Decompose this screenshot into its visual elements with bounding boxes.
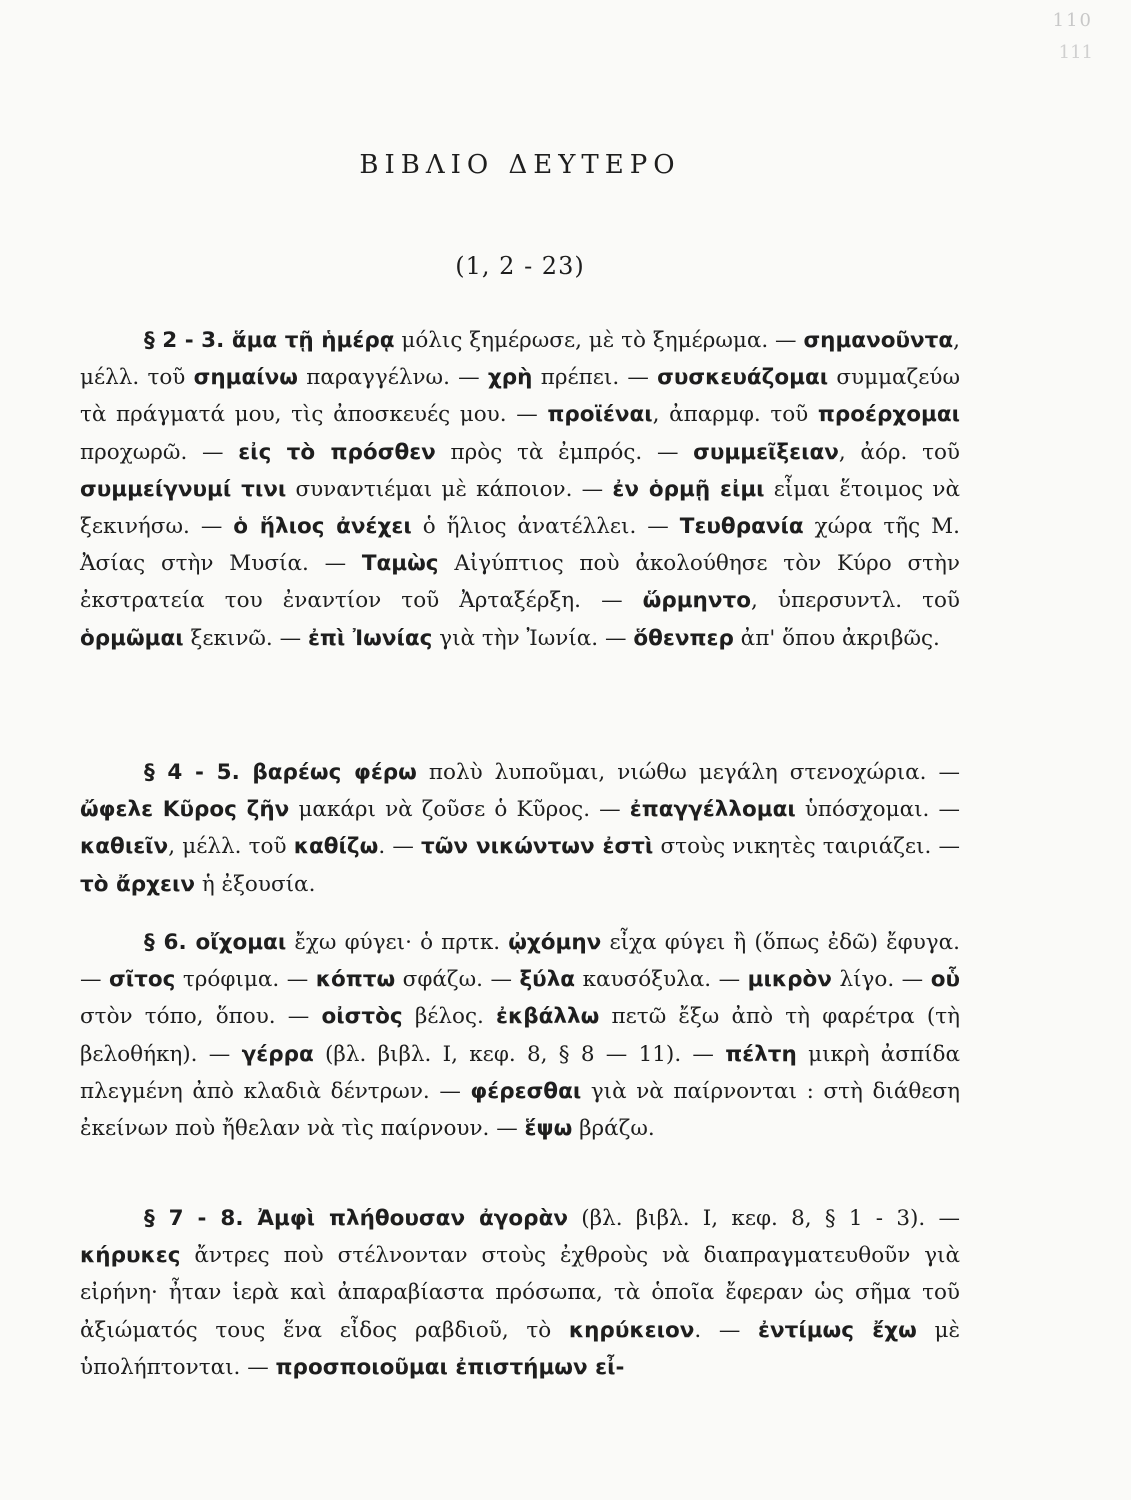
definition-text: (βλ. βιβλ. Ι, κεφ. 8, § 1 - 3). —: [568, 1206, 960, 1231]
definition-text: εἶμαι ἕτοιμος νὰ ξεκινήσω. —: [80, 476, 960, 540]
term: Τευθρανία: [679, 514, 804, 540]
paragraph-1: [80, 322, 960, 657]
term: ὁρμῶμαι: [80, 625, 184, 651]
term: κόπτω: [315, 967, 396, 993]
term: μικρὸν: [747, 967, 832, 993]
definition-text: . —: [694, 1317, 759, 1343]
definition-text: στοὺς νικητὲς ταιριάζει. —: [653, 834, 960, 860]
definition-text: πετῶ ἔξω ἀπὸ τὴ φαρέτρα (τὴ βελοθήκη). —: [80, 1004, 960, 1067]
term: ἐντίμως ἔχω: [758, 1317, 917, 1343]
definition-text: ξεκινῶ. —: [183, 625, 308, 651]
term: ἐκβάλλω: [496, 1004, 600, 1030]
book-title: ΒΙΒΛΙΟ ΔΕΥΤΕΡΟ: [359, 150, 681, 180]
definition-text: πρέπει. —: [532, 365, 658, 391]
term: προέρχομαι: [817, 402, 960, 428]
definition-text: μόλις ξημέρωσε, μὲ τὸ ξημέρωμα. —: [394, 328, 804, 353]
paragraph-4: [80, 1200, 960, 1386]
term: καθιεῖν: [80, 834, 169, 860]
term: § 4 - 5. βαρέως φέρω: [144, 760, 417, 785]
definition-text: , ὑπερσυντλ. τοῦ: [750, 588, 960, 614]
term: οὗ: [930, 967, 960, 993]
term: συσκευάζομαι: [657, 365, 829, 391]
term: συμμεῖξειαν: [693, 439, 839, 465]
term: πέλτη: [725, 1041, 797, 1067]
definition-text: (βλ. βιβλ. Ι, κεφ. 8, § 8 — 11). —: [313, 1041, 726, 1067]
definition-text: μακάρι νὰ ζοῦσε ὁ Κῦρος. —: [289, 797, 630, 823]
definition-text: ὑπόσχομαι. —: [795, 797, 960, 823]
term: οἰστὸς: [321, 1004, 403, 1030]
definition-text: συναντιέμαι μὲ κάποιον. —: [286, 476, 613, 502]
definition-text: λίγο. —: [831, 967, 931, 993]
term: ἕψω: [524, 1116, 573, 1142]
definition-text: , ἀόρ. τοῦ: [838, 439, 960, 465]
term: εἰς τὸ πρόσθεν: [238, 439, 436, 465]
term: ἐπαγγέλλομαι: [629, 797, 796, 823]
term: § 7 - 8. Ἀμφὶ πλήθουσαν ἀγορὰν: [144, 1206, 568, 1231]
definition-text: γιὰ τὴν Ἰωνία. —: [432, 625, 634, 651]
term: χρὴ: [487, 365, 533, 391]
definition-text: καυσόξυλα. —: [575, 967, 748, 993]
definition-text: ἔχω φύγει· ὁ πρτκ.: [286, 930, 509, 955]
definition-text: , μέλλ. τοῦ: [168, 834, 294, 860]
definition-text: . —: [378, 834, 422, 860]
term: συμμείγνυμί τινι: [80, 476, 287, 502]
bleed-mark: 111: [1058, 42, 1093, 63]
term: ὤφελε Κῦρος ζῆν: [80, 797, 290, 823]
term: τῶν νικώντων ἐστὶ: [421, 834, 654, 860]
definition-text: ἀπ' ὅπου ἀκριβῶς.: [733, 625, 940, 651]
term: ξύλα: [519, 967, 576, 993]
definition-text: βέλος.: [402, 1004, 497, 1030]
term: σῖτος: [109, 967, 176, 993]
definition-text: πολὺ λυποῦμαι, νιώθω μεγάλη στενοχώρια. —: [416, 760, 960, 785]
term: ὁ ἥλιος ἀνέχει: [233, 514, 412, 540]
term: κήρυκες: [80, 1243, 181, 1269]
section-reference: (1, 2 - 23): [455, 252, 585, 280]
term: ἐν ὁρμῇ εἰμι: [612, 476, 765, 502]
definition-text: χώρα τῆς Μ. Ἀσίας στὴν Μυσία. —: [80, 514, 960, 577]
term: προσποιοῦμαι ἐπιστήμων εἶ-: [275, 1354, 625, 1380]
term: § 2 - 3. ἅμα τῇ ἡμέρᾳ: [144, 328, 395, 353]
definition-text: παραγγέλνω. —: [297, 365, 488, 391]
term: γέρρα: [241, 1041, 314, 1067]
term: ὅθενπερ: [633, 625, 734, 651]
definition-text: βράζω.: [572, 1116, 655, 1142]
term: ὥρμηντο: [642, 588, 751, 614]
definition-text: , ἀπαρμφ. τοῦ: [652, 402, 818, 428]
definition-text: τρόφιμα. —: [175, 967, 316, 993]
definition-text: γιὰ νὰ παίρνονται : στὴ διάθεση ἐκείνων ποὺ ἤθελαν νὰ τὶς παίρνουν. —: [80, 1078, 960, 1142]
term: καθίζω: [293, 834, 379, 860]
definition-text: μὲ ὑπολήπτονται. —: [80, 1317, 960, 1380]
term: φέρεσθαι: [470, 1078, 582, 1104]
definition-text: πρὸς τὰ ἐμπρός. —: [435, 439, 694, 465]
term: ἐπὶ Ἰωνίας: [307, 625, 433, 651]
page-number: 110: [1052, 10, 1093, 31]
term: προϊέναι: [547, 402, 653, 428]
term: Ταμὼς: [361, 551, 439, 577]
term: κηρύκειον: [568, 1317, 695, 1343]
term: τὸ ἄρχειν: [80, 871, 195, 897]
paragraph-2: [80, 754, 960, 903]
definition-text: στὸν τόπο, ὅπου. —: [80, 1004, 322, 1030]
paragraph-3: [80, 924, 960, 1147]
term: σημαίνω: [193, 365, 298, 391]
definition-text: Αἰγύπτιος ποὺ ἀκολούθησε τὸν Κύρο στὴν ἐκστρατεία του ἐναντίον τοῦ Ἀρταξέρξη. —: [80, 551, 960, 614]
definition-text: μικρὴ ἀσπίδα πλεγμένη ἀπὸ κλαδιὰ δέντρων. —: [80, 1041, 960, 1104]
term: § 6. οἴχομαι: [144, 930, 287, 955]
definition-text: ἡ ἐξουσία.: [195, 871, 316, 897]
term: ᾠχόμην: [508, 930, 602, 955]
definition-text: προχωρῶ. —: [80, 439, 239, 465]
definition-text: ἄντρες ποὺ στέλνονταν στοὺς ἐχθροὺς νὰ διαπραγματευθοῦν γιὰ εἰρήνη· ἦταν ἱερὰ καὶ ἀπαραβίαστα πρόσωπα, τὰ ὁποῖα ἔφεραν ὡς σῆμα τοῦ ἀξιώματός τους ἕνα εἶδος ραβδιοῦ, τὸ: [80, 1243, 960, 1343]
definition-text: , μέλλ. τοῦ: [80, 328, 960, 391]
term: σημανοῦντα: [803, 328, 954, 353]
definition-text: ὁ ἥλιος ἀνατέλλει. —: [411, 514, 680, 540]
definition-text: συμμαζεύω τὰ πράγματά μου, τὶς ἀποσκευές μου. —: [80, 365, 960, 428]
definition-text: εἶχα φύγει ἢ (ὅπως ἐδῶ) ἔφυγα. —: [80, 930, 960, 993]
definition-text: σφάζω. —: [395, 967, 520, 993]
